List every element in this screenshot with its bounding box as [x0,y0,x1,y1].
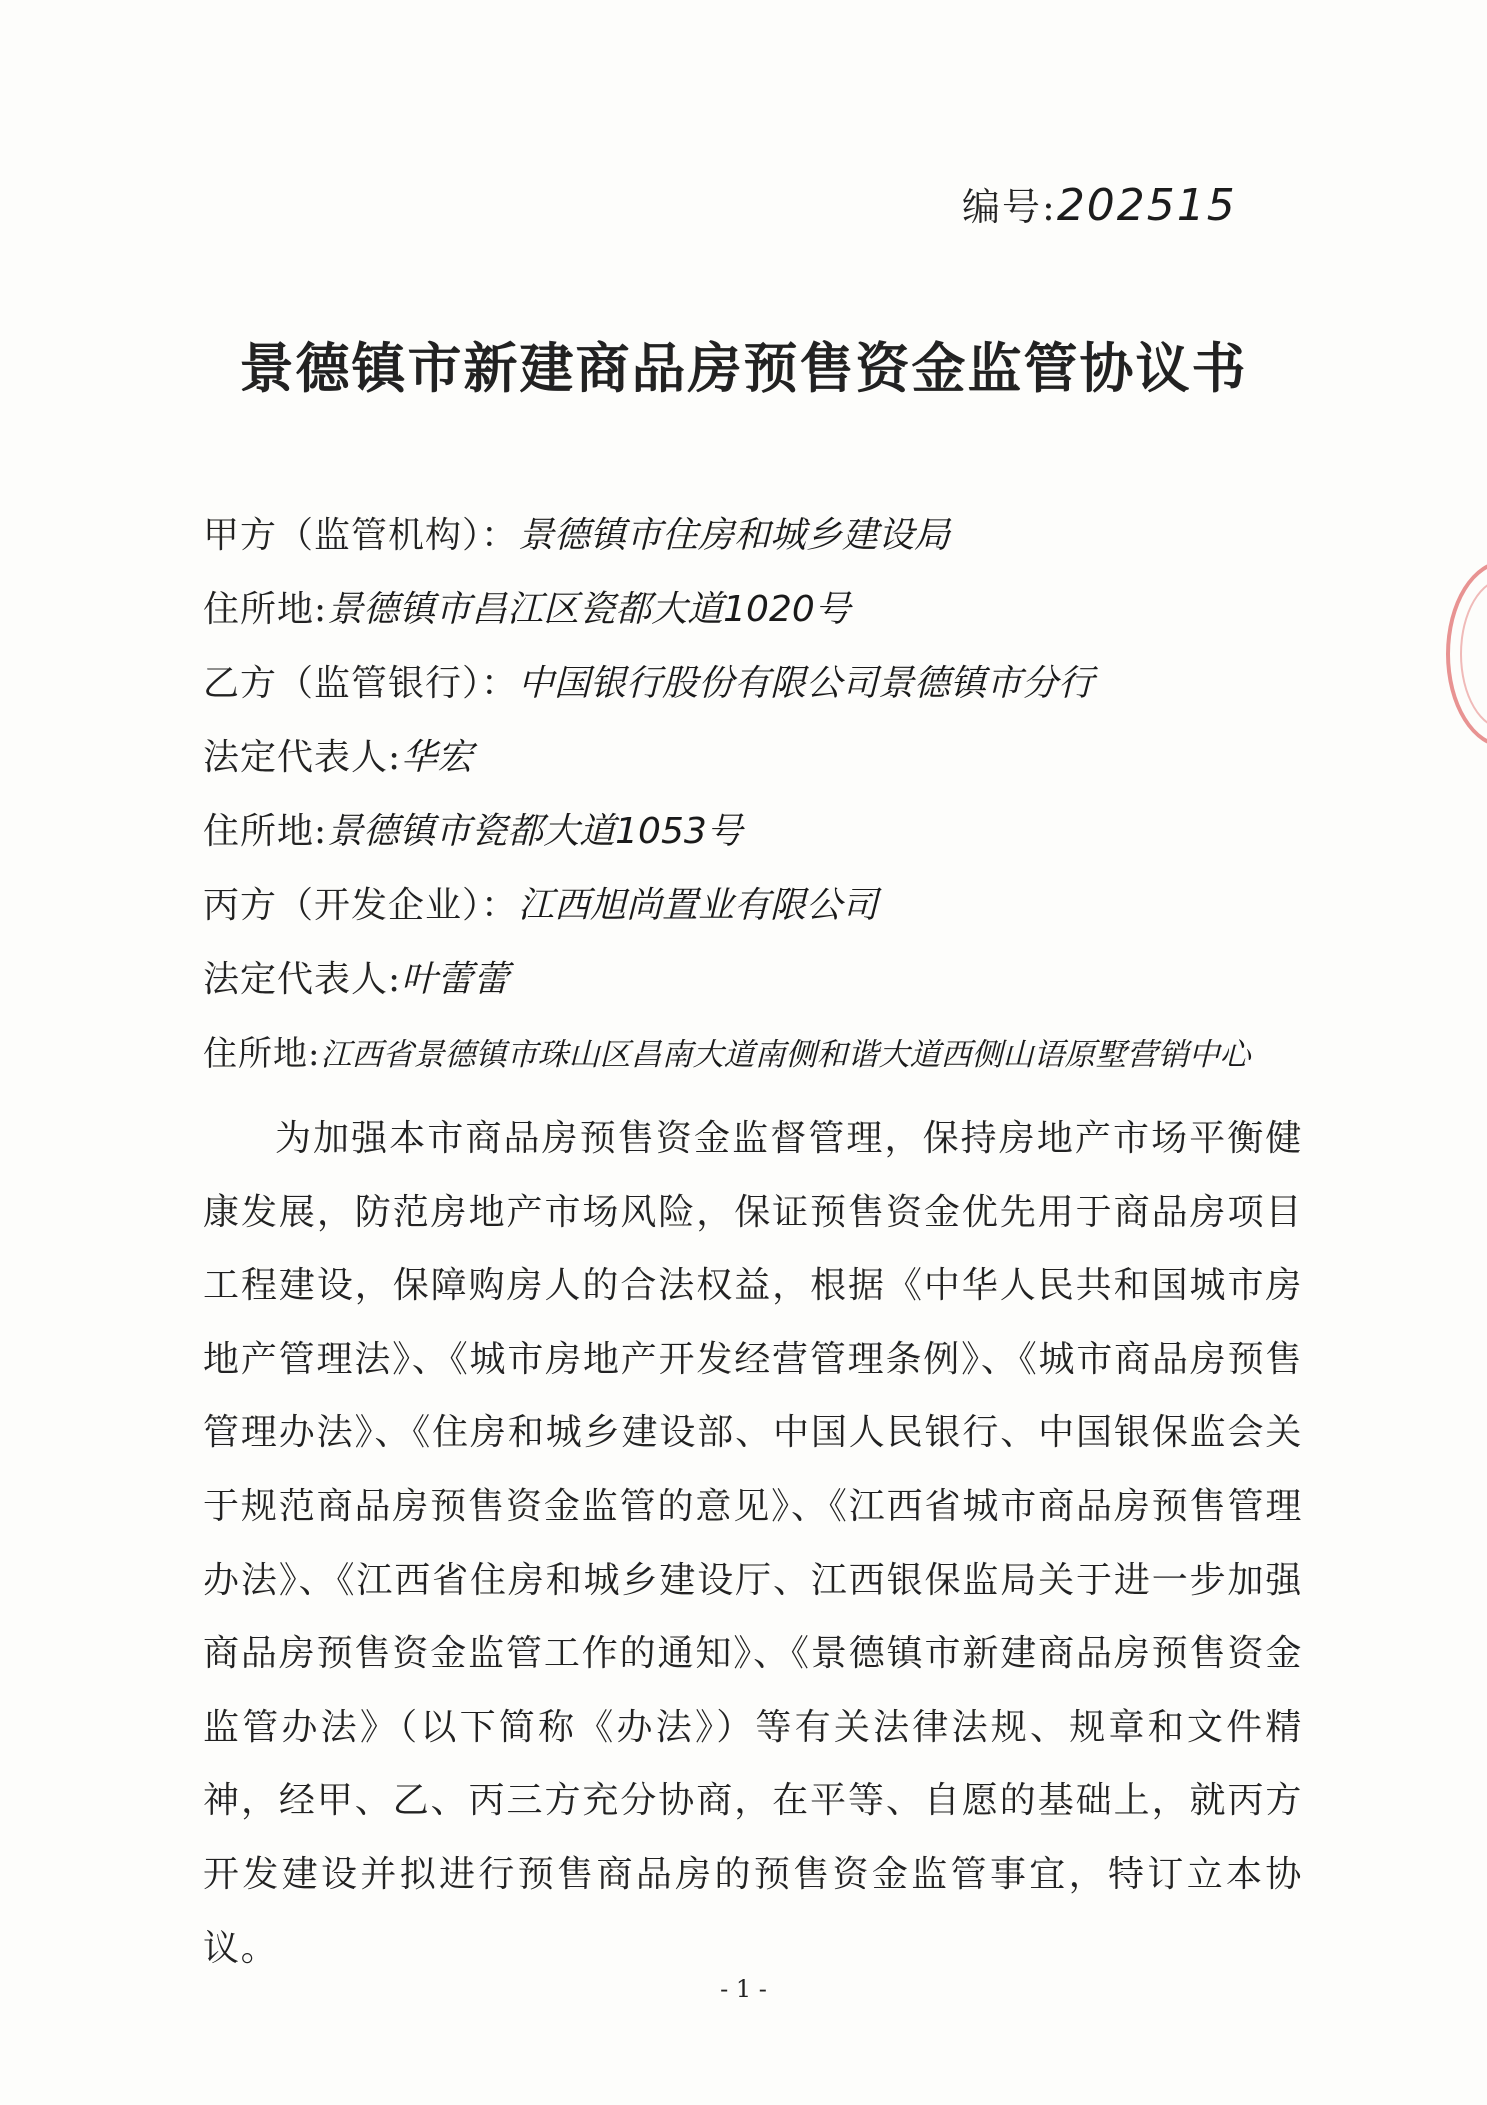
party-a-line [203,506,950,566]
party-c-label: 丙方（开发企业）： [203,885,519,926]
red-seal-stamp [1446,560,1487,748]
party-c-value: 江西旭尚置业有限公司 [518,885,879,926]
serial-label: 编号: [962,185,1057,229]
party-b-value: 中国银行股份有限公司景德镇市分行 [518,663,1095,704]
party-b-representative-label: 法定代表人: [203,737,402,778]
party-c-address-line [203,1024,1250,1084]
party-a-value: 景德镇市住房和城乡建设局 [518,515,951,556]
party-a-address-label: 住所地: [203,589,328,630]
party-c-representative-value: 叶蕾蕾 [401,959,510,1000]
preamble-paragraph: 为加强本市商品房预售资金监督管理，保持房地产市场平衡健康发展，防范房地产市场风险，保证预售资金优先用于商品房项目工程建设，保障购房人的合法权益，根据《中华人民共和国城市房地产管理法》、《城市房地产开发经营管理条例》、《城市商品房预售管理办法》、《住房和城乡建设部、中国人民银行、中国银保监会关于规范商品房预售资金监管的意见》、《江西省城市商品房预售管理办法》、《江西省住房和城乡建设厅、江西银保监局关于进一步加强商品房预售资金监管工作的通知》、《景德镇市新建商品房预售资金监管办法》（以下简称《办法》）等有关法律法规、规章和文件精神，经甲、乙、丙三方充分协商，在平等、自愿的基础上，就丙方开发建设并拟进行预售商品房的预售资金监管事宜，特订立本协议。 [203,1118,1303,1969]
party-b-representative-value: 华宏 [401,737,474,778]
serial-number [962,176,1237,231]
party-c-address-label: 住所地: [203,1034,321,1074]
party-c-line [203,876,878,936]
party-a-address-line [203,580,851,640]
party-b-address-label: 住所地: [203,811,328,852]
page-number: - 1 - [720,1975,767,2003]
party-b-address-line [203,802,743,862]
party-a-label: 甲方（监管机构）： [203,515,519,556]
party-c-address-value: 江西省景德镇市珠山区昌南大道南侧和谐大道西侧山语原墅营销中心 [320,1037,1251,1073]
party-a-address-value: 景德镇市昌江区瓷都大道1020号 [327,589,851,630]
party-c-representative-label: 法定代表人: [203,959,402,1000]
party-c-representative-line [203,950,509,1010]
party-b-representative-line [203,728,473,788]
document-title: 景德镇市新建商品房预售资金监管协议书 [239,336,1248,400]
party-b-line [203,654,1094,714]
party-b-label: 乙方（监管银行）： [203,663,519,704]
party-b-address-value: 景德镇市瓷都大道1053号 [327,811,743,852]
serial-value: 202515 [1056,180,1237,231]
